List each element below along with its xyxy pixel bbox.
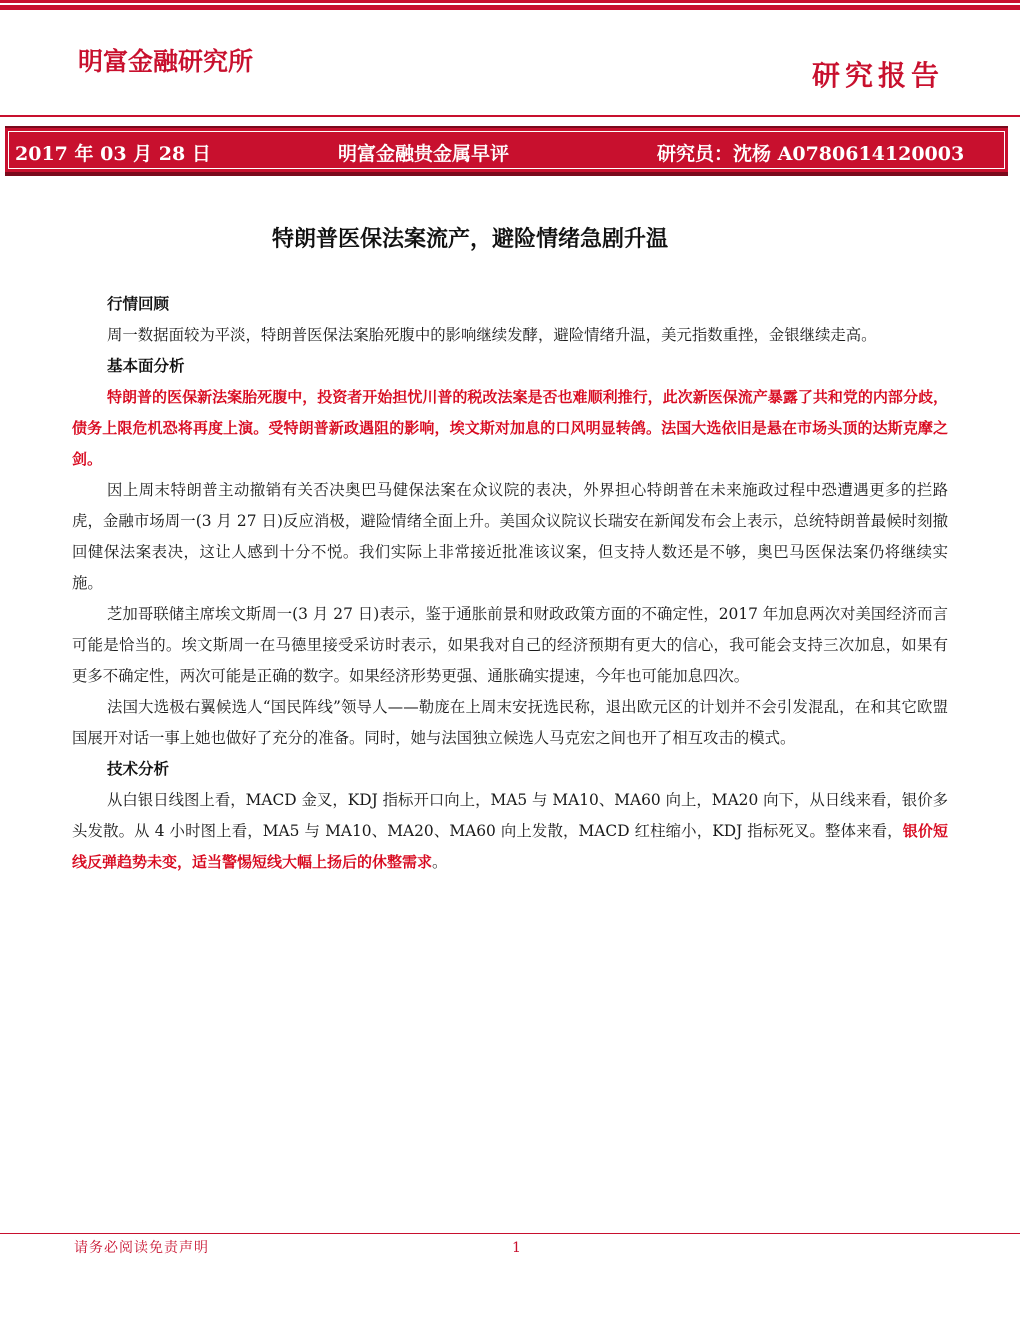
analyst-info: 研究员：沈杨 A0780614120003 — [657, 143, 965, 165]
logo-text: 明富金融研究所 — [78, 47, 254, 76]
brand-logo — [78, 44, 253, 80]
top-red-rule — [0, 0, 1020, 10]
info-banner — [5, 126, 1008, 176]
technical-text: 从白银日线图上看，MACD 金叉，KDJ 指标开口向上，MA5 与 MA10、MA60 向上，MA20 向下，从日线来看，银价多头发散。从 4 小时图上看，MA5 与 MA10、MA20、MA60 向上发散，MACD 红柱缩小，KDJ 指标死叉。整体来看， — [72, 791, 948, 840]
fundamental-paragraph-3: 法国大选极右翼候选人“国民阵线”领导人——勒庞在上周末安抚选民称，退出欧元区的计划并不会引发混乱，在和其它欧盟国展开对话一事上她也做好了充分的准备。同时，她与法国独立候选人马克宏之间也开了相互攻击的模式。 — [72, 698, 948, 747]
header-rule — [0, 115, 1020, 117]
fundamental-paragraph-2: 芝加哥联储主席埃文斯周一(3 月 27 日)表示，鉴于通胀前景和财政政策方面的不确定性，2017 年加息两次对美国经济而言可能是恰当的。埃文斯周一在马德里接受采访时表示，如果我对自己的经济预期有更大的信心，我可能会支持三次加息，如果有更多不确定性，两次可能是正确的数字。如果经济形势更强、通胀确实提速，今年也可能加息四次。 — [72, 605, 948, 685]
technical-conclusion-highlight: 银价短线反弹趋势未变，适当警惕短线大幅上扬后的休整需求 — [72, 822, 948, 871]
report-body — [72, 289, 948, 878]
technical-text-end: 。 — [432, 853, 448, 871]
report-date: 2017 年 03 月 28 日 — [15, 143, 211, 165]
market-review-paragraph: 周一数据面较为平淡，特朗普医保法案胎死腹中的影响继续发酵，避险情绪升温，美元指数重挫，金银继续走高。 — [107, 326, 877, 344]
report-type-label: 研究报告 — [811, 59, 944, 92]
footer-rule — [0, 1233, 1020, 1234]
section-heading-fundamental: 基本面分析 — [107, 357, 185, 375]
report-series: 明富金融贵金属早评 — [338, 143, 510, 165]
fundamental-paragraph-1: 因上周末特朗普主动撤销有关否决奥巴马健保法案在众议院的表决，外界担心特朗普在未来施政过程中恐遭遇更多的拦路虎，金融市场周一(3 月 27 日)反应消极，避险情绪全面上升。美国众议院议长瑞安在新闻发布会上表示，总统特朗普最候时刻撤回健保法案表决，这让人感到十分不悦。我们实际上非常接近批准该议案，但支持人数还是不够，奥巴马医保法案仍将继续实施。 — [72, 481, 948, 592]
section-heading-technical: 技术分析 — [107, 760, 170, 778]
fundamental-highlight-paragraph: 特朗普的医保新法案胎死腹中，投资者开始担忧川普的税改法案是否也难顺利推行，此次新医保流产暴露了共和党的内部分歧，债务上限危机恐将再度上演。受特朗普新政遇阻的影响，埃文斯对加息的口风明显转鸽。法国大选依旧是悬在市场头顶的达斯克摩之剑。 — [72, 388, 948, 468]
document-title: 特朗普医保法案流产，避险情绪急剧升温 — [271, 227, 668, 252]
section-heading-market-review: 行情回顾 — [107, 295, 170, 313]
page-number: 1 — [512, 1240, 521, 1256]
technical-paragraph — [72, 785, 948, 878]
disclaimer-note: 请务必阅读免责声明 — [74, 1240, 209, 1256]
